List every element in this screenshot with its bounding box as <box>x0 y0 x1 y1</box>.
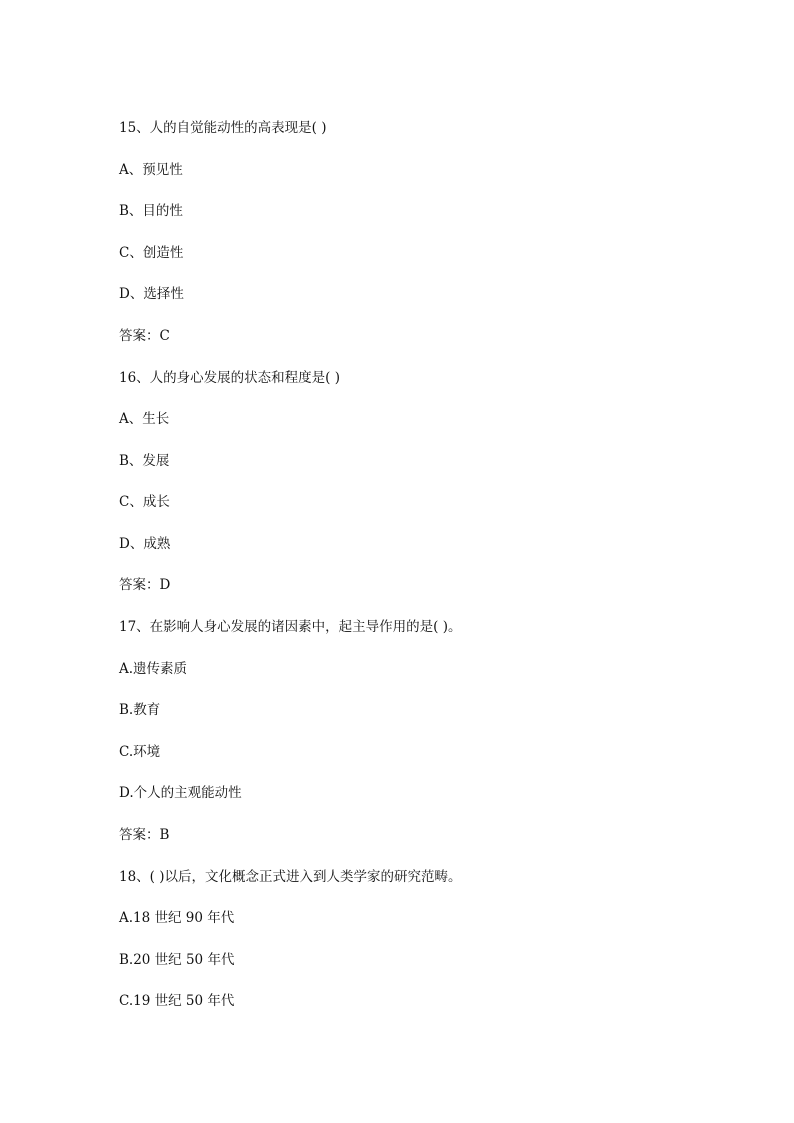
question-18-stem: 18、( )以后，文化概念正式进入到人类学家的研究范畴。 <box>119 869 462 885</box>
question-15-answer: 答案：C <box>119 328 170 344</box>
question-15-option-c: C、创造性 <box>119 245 184 261</box>
question-18-option-c: C.19 世纪 50 年代 <box>119 993 235 1009</box>
question-17-option-d: D.个人的主观能动性 <box>119 785 242 801</box>
question-17-stem: 17、在影响人身心发展的诸因素中，起主导作用的是( )。 <box>119 619 462 635</box>
question-17-option-c: C.环境 <box>119 744 161 760</box>
question-15-option-b: B、目的性 <box>119 203 183 219</box>
question-17-option-b: B.教育 <box>119 702 161 718</box>
question-16-option-b: B、发展 <box>119 453 170 469</box>
question-18-option-b: B.20 世纪 50 年代 <box>119 952 235 968</box>
question-17-answer: 答案：B <box>119 827 170 843</box>
question-16-option-c: C、成长 <box>119 494 170 510</box>
question-18-option-a: A.18 世纪 90 年代 <box>119 910 235 926</box>
question-17-option-a: A.遗传素质 <box>119 661 188 677</box>
question-16-answer: 答案：D <box>119 577 171 593</box>
question-15-option-a: A、预见性 <box>119 162 183 178</box>
question-16-option-a: A、生长 <box>119 411 170 427</box>
question-15-option-d: D、选择性 <box>119 286 184 302</box>
question-16-option-d: D、成熟 <box>119 536 171 552</box>
question-15-stem: 15、人的自觉能动性的高表现是( ) <box>119 120 327 136</box>
question-16-stem: 16、人的身心发展的状态和程度是( ) <box>119 370 341 386</box>
